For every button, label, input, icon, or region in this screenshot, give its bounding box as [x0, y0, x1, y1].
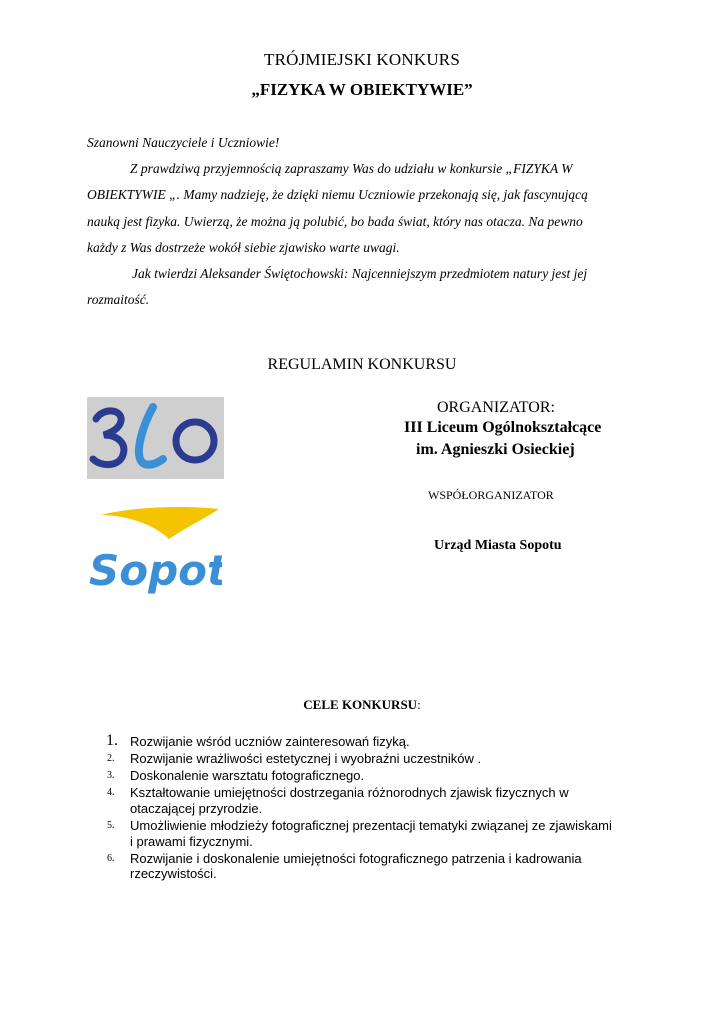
intro-line: Z prawdziwą przyjemnością zapraszamy Was do udziału w konkursie „FIZYKA W — [130, 161, 573, 177]
goals-title — [0, 697, 724, 713]
list-number: 5. — [107, 819, 115, 831]
goals-title-suffix: : — [417, 697, 421, 712]
list-item-text: Rozwijanie i doskonalenie umiejętności fotograficznego patrzenia i kadrowania — [130, 850, 582, 866]
list-item-text: rzeczywistości. — [130, 866, 217, 882]
co-organizer-label: WSPÓŁORGANIZATOR — [428, 488, 554, 502]
list-item — [100, 818, 660, 849]
organizer-label: ORGANIZATOR: — [437, 399, 555, 416]
list-number: 3. — [107, 770, 115, 782]
list-number: 2. — [107, 753, 115, 765]
list-item — [100, 751, 660, 767]
regulations-title: REGULAMIN KONKURSU — [267, 356, 457, 373]
list-item-text: otaczającej przyrodzie. — [130, 800, 263, 816]
list-item-text: Rozwijanie wśród uczniów zainteresowań fizyką. — [130, 734, 410, 749]
school-logo — [87, 397, 224, 479]
sopot-logo — [87, 503, 222, 603]
intro-line: nauką jest fizyka. Uwierzą, że można ją polubić, bo bada świat, który nas otacza. Na pewno — [87, 213, 583, 229]
list-item — [100, 851, 660, 882]
list-item-text: i prawami fizycznymi. — [130, 833, 253, 849]
organizer-name-line2: im. Agnieszki Osieckiej — [416, 441, 575, 458]
list-item-text: Doskonalenie warsztatu fotograficznego. — [130, 768, 365, 784]
goals-title-text: CELE KONKURSU — [303, 697, 418, 712]
list-item — [100, 785, 660, 816]
school-logo-graphic — [87, 397, 224, 479]
list-item-text: Rozwijanie wrażliwości estetycznej i wyobraźni uczestników . — [130, 751, 482, 767]
co-organizer-name: Urząd Miasta Sopotu — [434, 538, 562, 553]
sopot-logo-text: Sopot — [89, 546, 222, 595]
list-item — [100, 768, 660, 784]
quote-line: Jak twierdzi Aleksander Świętochowski: Najcenniejszym przedmiotem natury jest jej — [132, 265, 588, 281]
quote-line: rozmaitość. — [87, 292, 150, 308]
contest-name: „FIZYKA W OBIEKTYWIE” — [251, 80, 473, 99]
list-item-text: Umożliwienie młodzieży fotograficznej prezentacji tematyki związanej ze zjawiskami — [130, 817, 612, 833]
list-number: 4. — [107, 787, 115, 799]
list-number: 1. — [106, 732, 118, 749]
list-item-text: Kształtowanie umiejętności dostrzegania różnorodnych zjawisk fizycznych w — [130, 785, 569, 801]
contest-title: TRÓJMIEJSKI KONKURS — [263, 50, 460, 69]
list-item — [100, 734, 660, 750]
intro-letter — [87, 130, 647, 313]
greeting: Szanowni Nauczyciele i Uczniowie! — [87, 135, 280, 150]
list-number: 6. — [107, 852, 115, 864]
intro-line: OBIEKTYWIE „. Mamy nadzieję, że dzięki niemu Uczniowie przekonają się, jak fascynującą — [87, 187, 588, 203]
intro-line: każdy z Was dostrzeże wokół siebie zjawisko warte uwagi. — [87, 239, 400, 255]
sopot-logo-graphic — [87, 503, 222, 603]
goals-list — [100, 734, 660, 883]
organizer-name: III Liceum Ogólnokształcące — [404, 419, 602, 436]
